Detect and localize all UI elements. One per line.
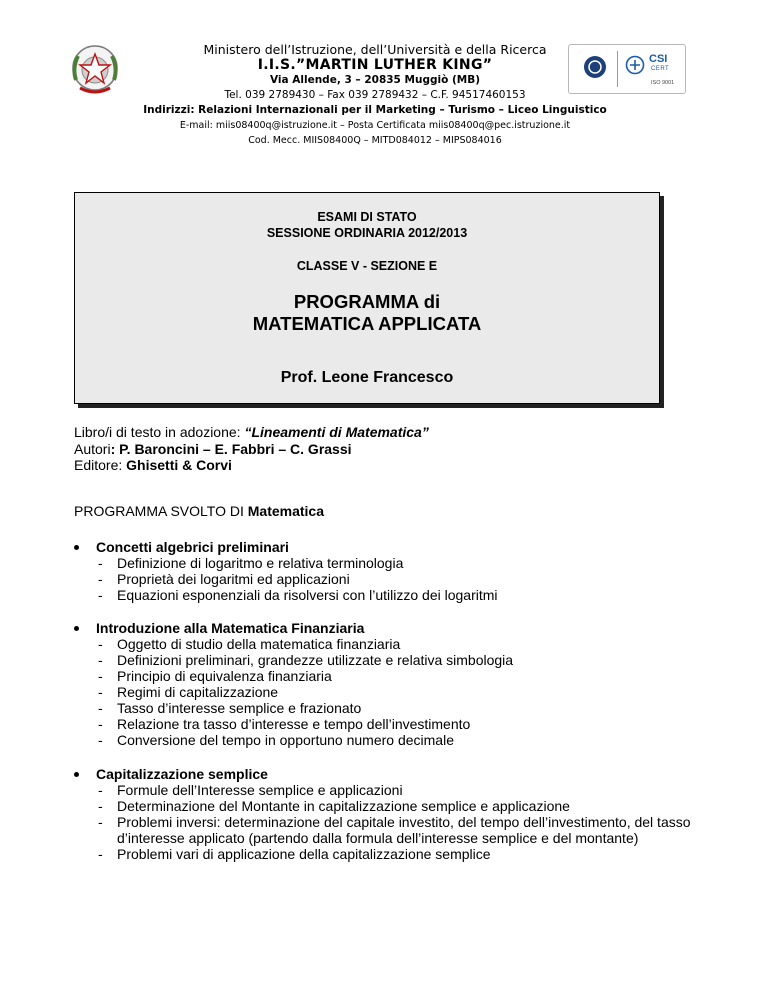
section-title bbox=[74, 766, 704, 782]
section-concetti-algebrici bbox=[74, 539, 674, 603]
authors-line bbox=[74, 441, 429, 458]
section-title-text: Concetti algebrici preliminari bbox=[96, 539, 289, 555]
section-matematica-finanziaria bbox=[74, 620, 674, 748]
list-item: - Problemi inversi: determinazione del capitale investito, del tempo dell’investimento, del tasso d’interesse applicato (partendo dalla formula dell’interesse semplice e del montante) bbox=[98, 814, 691, 846]
iso-certification-badge bbox=[568, 44, 686, 94]
publisher-name: Ghisetti & Corvi bbox=[126, 457, 232, 473]
school-name: I.I.S.”MARTIN LUTHER KING” bbox=[257, 57, 493, 73]
ministry-line: Ministero dell’Istruzione, dell’Università e della Ricerca bbox=[203, 42, 547, 57]
class-section: CLASSE V - SEZIONE E bbox=[296, 259, 438, 273]
bullet-icon bbox=[74, 772, 79, 777]
teacher-name: Prof. Leone Francesco bbox=[280, 369, 454, 386]
list-item: - Regimi di capitalizzazione bbox=[98, 684, 279, 700]
section-title bbox=[74, 620, 674, 636]
textbook-title: “Lineamenti di Matematica” bbox=[244, 424, 429, 440]
section-title-text: Capitalizzazione semplice bbox=[96, 766, 268, 782]
list-item: - Proprietà dei logaritmi ed applicazioni bbox=[98, 571, 350, 587]
school-phone: Tel. 039 2789430 – Fax 039 2789432 – C.F. 94517460153 bbox=[224, 89, 526, 101]
list-item: - Conversione del tempo in opportuno numero decimale bbox=[98, 732, 454, 748]
cert-sub: CERT bbox=[651, 66, 670, 72]
list-item: - Definizioni preliminari, grandezze utilizzate e relativa simbologia bbox=[98, 652, 514, 668]
title-box bbox=[74, 192, 660, 404]
textbook-line bbox=[74, 424, 429, 441]
list-item: - Tasso d’interesse semplice e frazionato bbox=[98, 700, 362, 716]
list-item: - Principio di equivalenza finanziaria bbox=[98, 668, 332, 684]
badge-divider bbox=[617, 51, 618, 87]
school-indirizzi: Indirizzi: Relazioni Internazionali per il Marketing – Turismo – Liceo Linguistico bbox=[143, 104, 607, 116]
textbook-info bbox=[74, 424, 429, 474]
section-capitalizzazione-semplice bbox=[74, 766, 704, 862]
publisher-line bbox=[74, 457, 429, 474]
exam-title: ESAMI DI STATO bbox=[317, 210, 417, 224]
subject-heading: MATEMATICA APPLICATA bbox=[252, 313, 482, 334]
list-item: - Oggetto di studio della matematica finanziaria bbox=[98, 636, 401, 652]
cert-brand: CSI bbox=[649, 53, 668, 65]
school-address: Via Allende, 3 – 20835 Muggiò (MB) bbox=[269, 74, 480, 86]
list-item: - Problemi vari di applicazione della capitalizzazione semplice bbox=[98, 846, 491, 862]
section-title-text: Introduzione alla Matematica Finanziaria bbox=[96, 620, 365, 636]
program-svolto-subject: Matematica bbox=[247, 503, 325, 519]
exam-session: SESSIONE ORDINARIA 2012/2013 bbox=[266, 226, 468, 240]
bullet-icon bbox=[74, 626, 79, 631]
textbook-label: Libro/i di testo in adozione: bbox=[74, 424, 245, 440]
bullet-icon bbox=[74, 545, 79, 550]
publisher-label: Editore: bbox=[74, 457, 127, 473]
italian-republic-emblem bbox=[66, 40, 124, 100]
section-title bbox=[74, 539, 674, 555]
list-item: - Relazione tra tasso d’interesse e tempo dell’investimento bbox=[98, 716, 471, 732]
list-item: - Formule dell’Interesse semplice e applicazioni bbox=[98, 782, 403, 798]
school-email: E-mail: miis08400q@istruzione.it – Posta Certificata miis08400q@pec.istruzione.it bbox=[179, 120, 571, 131]
program-svolto-prefix: PROGRAMMA SVOLTO DI bbox=[74, 503, 248, 519]
list-item: - Equazioni esponenziali da risolversi con l’utilizzo dei logaritmi bbox=[98, 587, 498, 603]
authors-names: : P. Baroncini – E. Fabbri – C. Grassi bbox=[110, 440, 352, 457]
school-codes: Cod. Mecc. MIIS08400Q – MITD084012 – MIPS084016 bbox=[248, 135, 502, 146]
program-svolto-heading bbox=[74, 503, 324, 519]
iso-label: ISO 9001 bbox=[651, 80, 675, 86]
list-item: - Definizione di logaritmo e relativa terminologia bbox=[98, 555, 404, 571]
accreditation-seal-icon bbox=[583, 55, 607, 79]
school-letterhead bbox=[130, 42, 620, 148]
program-heading: PROGRAMMA di bbox=[293, 291, 441, 312]
csi-cert-logo-icon bbox=[625, 55, 645, 75]
list-item: - Determinazione del Montante in capitalizzazione semplice e applicazione bbox=[98, 798, 570, 814]
authors-label: Autori bbox=[74, 440, 111, 457]
